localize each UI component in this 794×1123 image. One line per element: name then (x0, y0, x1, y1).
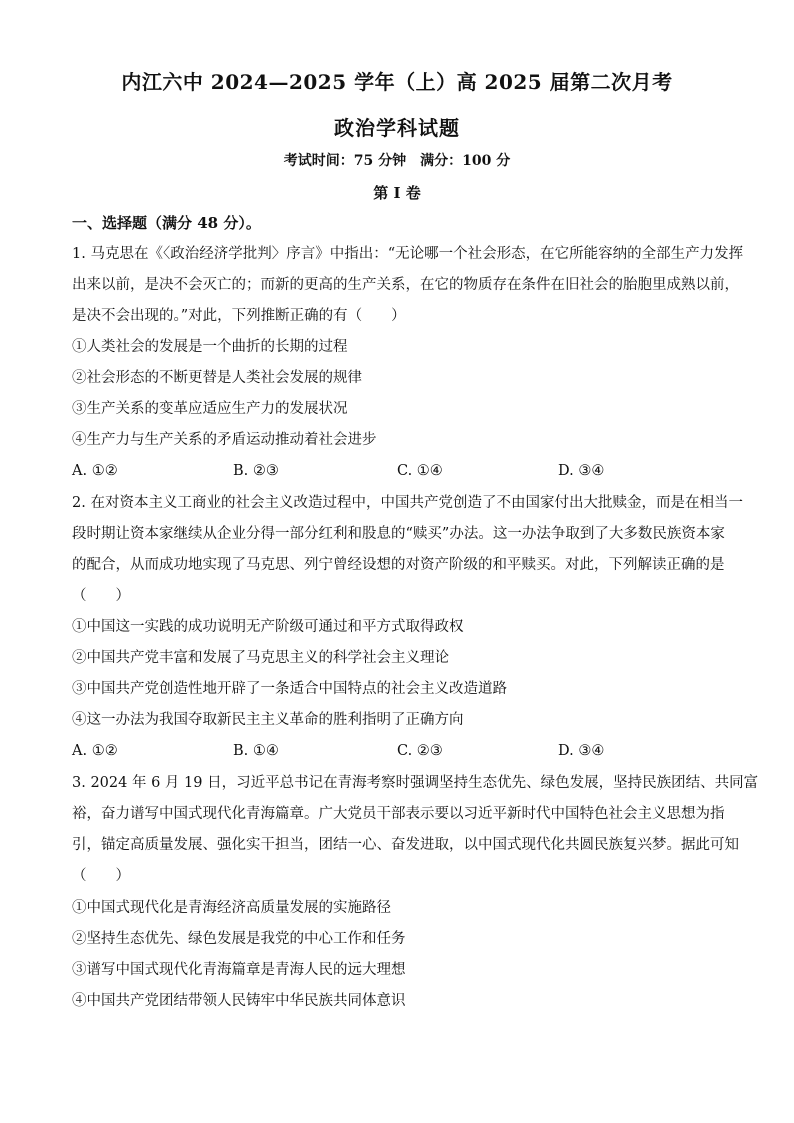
q1-statement: ③生产关系的变革应适应生产力的发展状况 (72, 401, 348, 417)
q2-statement: ③中国共产党创造性地开辟了一条适合中国特点的社会主义改造道路 (72, 681, 507, 697)
q1-option-a: A. ①② (72, 463, 118, 479)
q1-stem-line: 1. 马克思在《〈政治经济学批判〉序言》中指出：“无论哪一个社会形态，在它所能容纳的全部生产力发挥 (72, 246, 744, 262)
section-title: 一、选择题（满分 48 分）。 (72, 214, 261, 232)
q3-stem-line: 裕，奋力谱写中国式现代化青海篇章。广大党员干部表示要以习近平新时代中国特色社会主义思想为指 (72, 806, 725, 822)
q3-stem-line: 3. 2024 年 6 月 19 日，习近平总书记在青海考察时强调坚持生态优先、绿色发展，坚持民族团结、共同富 (72, 775, 759, 791)
q3-statement: ②坚持生态优先、绿色发展是我党的中心工作和任务 (72, 931, 406, 947)
q2-statement: ④这一办法为我国夺取新民主主义革命的胜利指明了正确方向 (72, 712, 464, 728)
q3-stem-line: （ ） (72, 868, 130, 884)
volume-label: 第 I 卷 (373, 184, 421, 202)
q1-stem-line: 是决不会出现的。”对此，下列推断正确的有（ ） (72, 308, 406, 324)
q1-statement: ④生产力与生产关系的矛盾运动推动着社会进步 (72, 432, 377, 448)
q1-stem-line: 出来以前，是决不会灭亡的；而新的更高的生产关系，在它的物质存在条件在旧社会的胎胞里成熟以前， (72, 277, 739, 293)
q2-stem-line: 的配合，从而成功地实现了马克思、列宁曾经设想的对资产阶级的和平赎买。对此，下列解读正确的是 (72, 557, 725, 573)
q2-option-b: B. ①④ (233, 743, 279, 759)
q1-option-c: C. ①④ (397, 463, 443, 479)
q1-statement: ②社会形态的不断更替是人类社会发展的规律 (72, 370, 362, 386)
q3-statement: ①中国式现代化是青海经济高质量发展的实施路径 (72, 900, 391, 916)
q1-option-d: D. ③④ (558, 463, 605, 479)
q2-statement: ①中国这一实践的成功说明无产阶级可通过和平方式取得政权 (72, 619, 464, 635)
q3-statement: ③谱写中国式现代化青海篇章是青海人民的远大理想 (72, 962, 406, 978)
q2-option-d: D. ③④ (558, 743, 605, 759)
exam-info: 考试时间：75 分钟 满分：100 分 (283, 153, 511, 169)
q1-statement: ①人类社会的发展是一个曲折的长期的过程 (72, 339, 348, 355)
q2-stem-line: （ ） (72, 588, 130, 604)
q2-option-a: A. ①② (72, 743, 118, 759)
q2-stem-line: 2. 在对资本主义工商业的社会主义改造过程中，中国共产党创造了不由国家付出大批赎金，而是在相当一 (72, 495, 743, 511)
q3-stem-line: 引，锚定高质量发展、强化实干担当，团结一心、奋发进取，以中国式现代化共圆民族复兴梦。据此可知 (72, 837, 739, 853)
q2-stem-line: 段时期让资本家继续从企业分得一部分红利和股息的“赎买”办法。这一办法争取到了大多数民族资本家 (72, 526, 725, 542)
q3-statement: ④中国共产党团结带领人民铸牢中华民族共同体意识 (72, 993, 406, 1009)
exam-title: 内江六中 2024—2025 学年（上）高 2025 届第二次月考 (121, 70, 673, 94)
q1-option-b: B. ②③ (233, 463, 279, 479)
q2-option-c: C. ②③ (397, 743, 443, 759)
q2-statement: ②中国共产党丰富和发展了马克思主义的科学社会主义理论 (72, 650, 449, 666)
subject-title: 政治学科试题 (334, 116, 460, 140)
